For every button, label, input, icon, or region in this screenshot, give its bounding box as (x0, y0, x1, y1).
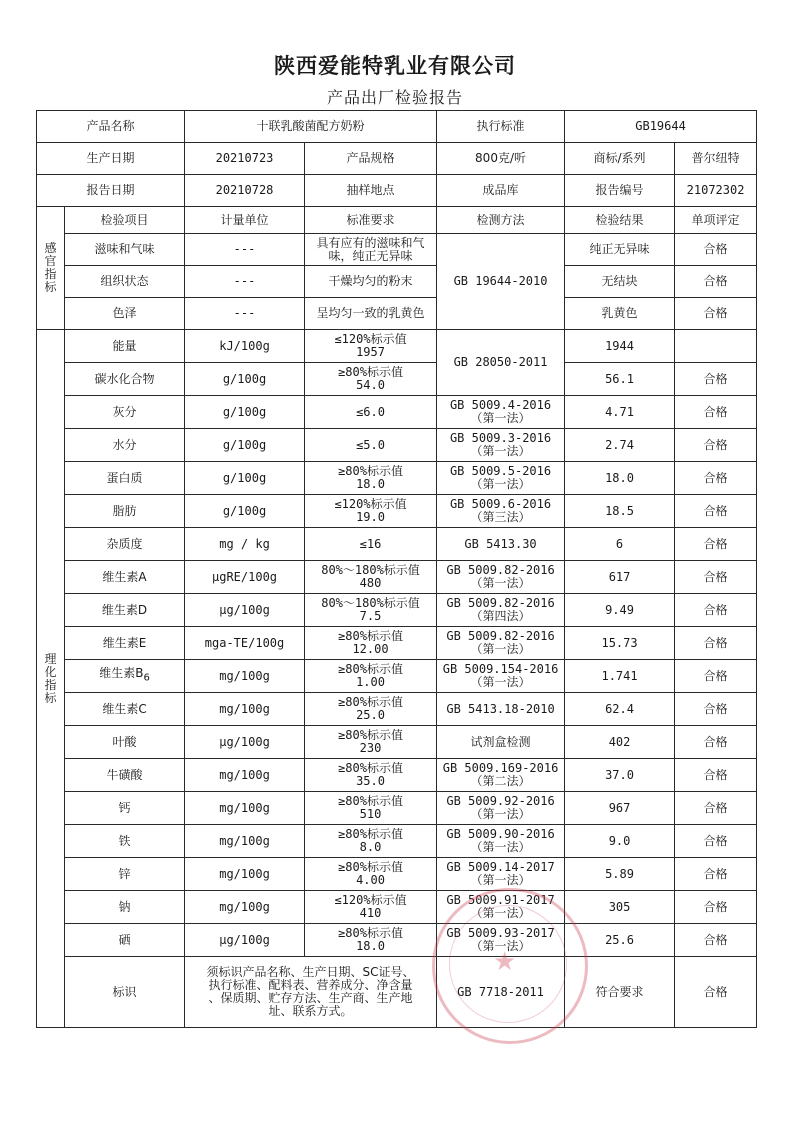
sensory-row (37, 298, 757, 330)
judgement: 合格 (675, 561, 757, 594)
sample-label: 抽样地点 (305, 175, 437, 207)
sensory-category-char: 标 (44, 280, 57, 294)
result: 1944 (565, 330, 675, 363)
method-line: GB 5009.154-2016 (442, 662, 559, 676)
col-item: 检验项目 (65, 207, 185, 234)
item-name-text: 钙 (118, 800, 131, 815)
method (437, 660, 565, 693)
method-line: GB 5009.91-2017 (446, 893, 555, 907)
method (437, 627, 565, 660)
col-method: 检测方法 (437, 207, 565, 234)
judgement: 合格 (675, 627, 757, 660)
requirement (305, 396, 437, 429)
result: 967 (565, 792, 675, 825)
method (437, 693, 565, 726)
item-name-text: 维生素B (99, 666, 144, 681)
judgement: 合格 (675, 429, 757, 462)
requirement-line: 执行标准、配料表、营养成分、净含量 (208, 978, 413, 992)
col-judge: 单项评定 (675, 207, 757, 234)
method-line: GB 5009.5-2016 (449, 464, 552, 478)
method-line: （第一法） (470, 642, 531, 656)
item-name (65, 594, 185, 627)
item-name (65, 858, 185, 891)
unit: --- (185, 298, 305, 330)
method (437, 759, 565, 792)
unit: g/100g (185, 495, 305, 528)
unit: g/100g (185, 429, 305, 462)
result: 15.73 (565, 627, 675, 660)
item-name (65, 660, 185, 693)
item-name: 标识 (65, 957, 185, 1028)
judgement: 合格 (675, 298, 757, 330)
method-line: （第一法） (470, 807, 531, 821)
unit: mg/100g (185, 858, 305, 891)
physchem-row (37, 528, 757, 561)
requirement-line: ≥80%标示值 (338, 728, 403, 742)
requirement-line: 12.00 (352, 642, 389, 656)
sensory-method: GB 19644-2010 (437, 234, 565, 330)
physchem-row (37, 561, 757, 594)
method-line: （第一法） (470, 675, 531, 689)
sensory-category (37, 207, 65, 330)
requirement-line: 18.0 (356, 477, 385, 491)
standard-label: 执行标准 (437, 111, 565, 143)
result: 62.4 (565, 693, 675, 726)
physchem-row (37, 660, 757, 693)
physchem-category-char: 标 (44, 690, 57, 705)
report-date-value: 20210728 (185, 175, 305, 207)
item-name (65, 429, 185, 462)
physchem-row (37, 891, 757, 924)
method-line: GB 5413.18-2010 (446, 701, 555, 716)
item-name (65, 627, 185, 660)
report-no-label: 报告编号 (565, 175, 675, 207)
requirement (305, 924, 437, 957)
physchem-category (37, 330, 65, 1028)
item-name (65, 363, 185, 396)
requirement-line: 1.00 (356, 675, 385, 689)
requirement-line: ≤120%标示值 (334, 497, 407, 511)
requirement-line: 510 (359, 807, 382, 821)
item-name (65, 330, 185, 363)
requirement (305, 594, 437, 627)
unit: --- (185, 266, 305, 298)
unit: mg/100g (185, 825, 305, 858)
result: 37.0 (565, 759, 675, 792)
item-name (65, 495, 185, 528)
requirement-line: 4.00 (356, 873, 385, 887)
item-name-text: 杂质度 (106, 536, 143, 551)
judgement: 合格 (675, 726, 757, 759)
unit: mg/100g (185, 891, 305, 924)
judgement: 合格 (675, 924, 757, 957)
spec-value: 800克/听 (437, 143, 565, 175)
requirement-line: ≤120%标示值 (334, 332, 407, 346)
method-line: GB 5009.6-2016 (449, 497, 552, 511)
method-line: GB 5009.90-2016 (446, 827, 555, 841)
unit: g/100g (185, 396, 305, 429)
requirement-line: ≥80%标示值 (338, 860, 403, 874)
requirement-line: ≥80%标示值 (338, 926, 403, 940)
item-name: 滋味和气味 (65, 234, 185, 266)
unit: μg/100g (185, 594, 305, 627)
requirement-line: ≥80%标示值 (338, 794, 403, 808)
requirement-line: 54.0 (356, 378, 385, 392)
brand-label: 商标/系列 (565, 143, 675, 175)
result: 18.0 (565, 462, 675, 495)
requirement-line: ≥80%标示值 (338, 365, 403, 379)
item-name-text: 硒 (118, 932, 131, 947)
requirement (305, 495, 437, 528)
requirement (305, 825, 437, 858)
requirement-line: 须标识产品名称、生产日期、SC证号、 (206, 965, 415, 979)
item-name-text: 牛磺酸 (106, 767, 143, 782)
sensory-category-char: 指 (44, 267, 57, 281)
requirement (305, 528, 437, 561)
physchem-row (37, 396, 757, 429)
requirement-line: ≤5.0 (356, 437, 385, 452)
requirement (305, 266, 437, 298)
physchem-row (37, 726, 757, 759)
item-name-subscript: 6 (143, 672, 150, 684)
judgement (675, 330, 757, 363)
prod-date-value: 20210723 (185, 143, 305, 175)
judgement: 合格 (675, 234, 757, 266)
requirement-line: 7.5 (359, 609, 382, 623)
judgement: 合格 (675, 792, 757, 825)
method-line: （第一法） (470, 840, 531, 854)
physchem-row (37, 627, 757, 660)
requirement (305, 462, 437, 495)
physchem-row (37, 825, 757, 858)
col-unit: 计量单位 (185, 207, 305, 234)
requirement-line: ≥80%标示值 (338, 761, 403, 775)
requirement-line: ≤16 (359, 536, 382, 551)
report-title: 产品出厂检验报告 (326, 88, 463, 107)
physchem-row (37, 924, 757, 957)
result: 617 (565, 561, 675, 594)
requirement (305, 660, 437, 693)
method-line: （第一法） (470, 906, 531, 920)
standard-value: GB19644 (565, 111, 757, 143)
result: 2.74 (565, 429, 675, 462)
judgement: 合格 (675, 957, 757, 1028)
method (437, 858, 565, 891)
result: 5.89 (565, 858, 675, 891)
report-no-value: 21072302 (675, 175, 757, 207)
method (437, 924, 565, 957)
requirement-line: 19.0 (356, 510, 385, 524)
item-name-text: 锌 (118, 866, 131, 881)
unit: mg/100g (185, 693, 305, 726)
item-name (65, 792, 185, 825)
result: 1.741 (565, 660, 675, 693)
item-name-text: 蛋白质 (106, 470, 143, 485)
method-line: GB 5009.14-2017 (446, 860, 555, 874)
physchem-row (37, 693, 757, 726)
requirement (305, 363, 437, 396)
item-name-text: 维生素A (102, 569, 147, 584)
judgement: 合格 (675, 396, 757, 429)
requirement-line: 80%～180%标示值 (321, 563, 420, 577)
item-name (65, 726, 185, 759)
requirement-line: 80%～180%标示值 (321, 596, 420, 610)
physchem-row (37, 330, 757, 363)
method (437, 528, 565, 561)
result: 56.1 (565, 363, 675, 396)
physchem-row (37, 495, 757, 528)
method (437, 396, 565, 429)
method-line: GB 5009.4-2016 (449, 398, 552, 412)
method-line: GB 5009.169-2016 (442, 761, 559, 775)
method-line: （第一法） (470, 444, 531, 458)
requirement (305, 298, 437, 330)
col-req: 标准要求 (305, 207, 437, 234)
result: 6 (565, 528, 675, 561)
physchem-row (37, 759, 757, 792)
unit: mg / kg (185, 528, 305, 561)
info-row-3 (37, 175, 757, 207)
requirement-line: 呈均匀一致的乳黄色 (316, 306, 425, 320)
result: 305 (565, 891, 675, 924)
result: 纯正无异味 (565, 234, 675, 266)
physchem-row (37, 429, 757, 462)
sensory-row (37, 234, 757, 266)
brand-value: 普尔纽特 (675, 143, 757, 175)
judgement: 合格 (675, 825, 757, 858)
judgement: 合格 (675, 528, 757, 561)
requirement (305, 792, 437, 825)
unit: μg/100g (185, 924, 305, 957)
method (437, 462, 565, 495)
method (437, 825, 565, 858)
unit: kJ/100g (185, 330, 305, 363)
method (437, 429, 565, 462)
judgement: 合格 (675, 858, 757, 891)
requirement-line: 230 (359, 741, 382, 755)
physchem-category-char: 理 (44, 651, 57, 666)
method (437, 891, 565, 924)
unit: mga-TE/100g (185, 627, 305, 660)
physchem-row (37, 462, 757, 495)
requirement-line: 8.0 (359, 840, 382, 854)
method-line: GB 5009.82-2016 (446, 629, 555, 643)
inspection-table (36, 110, 757, 1028)
result: 25.6 (565, 924, 675, 957)
method-line: （第三法） (470, 510, 531, 524)
judgement: 合格 (675, 759, 757, 792)
seal-star-icon: ★ (493, 947, 517, 977)
method (437, 594, 565, 627)
judgement: 合格 (675, 660, 757, 693)
column-header-row (37, 207, 757, 234)
unit: g/100g (185, 462, 305, 495)
method (437, 561, 565, 594)
prod-date-label: 生产日期 (37, 143, 185, 175)
requirement-line: 、保质期、贮存方法、生产商、生产地 (208, 991, 413, 1005)
requirement-line: 410 (359, 906, 382, 920)
judgement: 合格 (675, 594, 757, 627)
item-name (65, 462, 185, 495)
result: 18.5 (565, 495, 675, 528)
result: 9.49 (565, 594, 675, 627)
requirement (305, 759, 437, 792)
label-row (37, 957, 757, 1028)
requirement (305, 330, 437, 363)
sample-value: 成品库 (437, 175, 565, 207)
requirement (305, 234, 437, 266)
item-name (65, 759, 185, 792)
col-result: 检验结果 (565, 207, 675, 234)
product-name-label: 产品名称 (37, 111, 185, 143)
unit: g/100g (185, 363, 305, 396)
result: 乳黄色 (565, 298, 675, 330)
method (437, 792, 565, 825)
item-name-text: 灰分 (112, 404, 137, 419)
method-line: GB 5009.82-2016 (446, 596, 555, 610)
requirement-line: 干燥均匀的粉末 (328, 274, 413, 288)
method-line: GB 5413.30 (464, 536, 537, 551)
method-line: （第一法） (470, 576, 531, 590)
label-requirement (185, 957, 437, 1028)
result: 4.71 (565, 396, 675, 429)
method-line: GB 5009.92-2016 (446, 794, 555, 808)
product-name-value: 十联乳酸菌配方奶粉 (185, 111, 437, 143)
requirement-line: ≥80%标示值 (338, 464, 403, 478)
sensory-category-char: 官 (44, 254, 57, 268)
item-name-text: 维生素D (101, 602, 148, 617)
item-name-text: 铁 (118, 833, 131, 848)
requirement-line: ≥80%标示值 (338, 695, 403, 709)
requirement (305, 693, 437, 726)
item-name-text: 碳水化合物 (94, 371, 155, 386)
requirement (305, 561, 437, 594)
item-name-text: 钠 (118, 899, 131, 914)
requirement (305, 627, 437, 660)
judgement: 合格 (675, 266, 757, 298)
info-row-1 (37, 111, 757, 143)
requirement (305, 726, 437, 759)
requirement-line: 味，纯正无异味 (328, 248, 413, 263)
result: 9.0 (565, 825, 675, 858)
method-line: （第一法） (470, 939, 531, 953)
item-name (65, 891, 185, 924)
method: GB 7718-2011 (437, 957, 565, 1028)
method-line: 试剂盒检测 (470, 734, 531, 749)
physchem-row (37, 858, 757, 891)
method-line: （第一法） (470, 873, 531, 887)
method-line: （第一法） (470, 411, 531, 425)
requirement-line: 具有应有的滋味和气 (316, 235, 425, 250)
requirement (305, 429, 437, 462)
method (437, 726, 565, 759)
item-name (65, 561, 185, 594)
item-name (65, 825, 185, 858)
requirement-line: 35.0 (356, 774, 385, 788)
requirement-line: 18.0 (356, 939, 385, 953)
method (437, 495, 565, 528)
physchem-row (37, 792, 757, 825)
unit: μg/100g (185, 726, 305, 759)
judgement: 合格 (675, 891, 757, 924)
item-name (65, 396, 185, 429)
sensory-row (37, 266, 757, 298)
requirement (305, 858, 437, 891)
item-name-text: 水分 (112, 437, 137, 452)
method-line: GB 5009.3-2016 (449, 431, 552, 445)
result: 符合要求 (565, 957, 675, 1028)
physchem-category-char: 指 (44, 677, 57, 692)
company-name: 陕西爱能特乳业有限公司 (274, 54, 516, 78)
judgement: 合格 (675, 363, 757, 396)
requirement-line: 址、联系方式。 (268, 1004, 353, 1018)
physchem-category-char: 化 (44, 664, 57, 679)
sensory-category-char: 感 (44, 241, 57, 255)
energy-carb-method: GB 28050-2011 (437, 330, 565, 396)
judgement: 合格 (675, 462, 757, 495)
unit: --- (185, 234, 305, 266)
requirement (305, 891, 437, 924)
item-name (65, 924, 185, 957)
requirement-line: ≥80%标示值 (338, 662, 403, 676)
requirement-line: ≤120%标示值 (334, 893, 407, 907)
item-name-text: 能量 (112, 338, 137, 353)
item-name (65, 693, 185, 726)
item-name: 组织状态 (65, 266, 185, 298)
requirement-line: ≥80%标示值 (338, 629, 403, 643)
method-line: （第四法） (470, 609, 531, 623)
unit: mg/100g (185, 660, 305, 693)
result: 无结块 (565, 266, 675, 298)
method-line: GB 5009.82-2016 (446, 563, 555, 577)
unit: mg/100g (185, 759, 305, 792)
method-line: （第一法） (470, 477, 531, 491)
requirement-line: ≥80%标示值 (338, 827, 403, 841)
result: 402 (565, 726, 675, 759)
physchem-row (37, 594, 757, 627)
report-date-label: 报告日期 (37, 175, 185, 207)
item-name (65, 528, 185, 561)
item-name: 色泽 (65, 298, 185, 330)
item-name-text: 脂肪 (112, 503, 137, 518)
spec-label: 产品规格 (305, 143, 437, 175)
physchem-row (37, 363, 757, 396)
requirement-line: 25.0 (356, 708, 385, 722)
method-line: （第二法） (470, 774, 531, 788)
item-name-text: 维生素E (102, 635, 147, 650)
method-line: GB 5009.93-2017 (446, 926, 555, 940)
info-row-2 (37, 143, 757, 175)
judgement: 合格 (675, 693, 757, 726)
item-name-text: 维生素C (102, 701, 147, 716)
item-name-text: 叶酸 (112, 734, 137, 749)
judgement: 合格 (675, 495, 757, 528)
unit: mg/100g (185, 792, 305, 825)
requirement-line: ≤6.0 (356, 404, 385, 419)
requirement-line: 1957 (356, 345, 385, 359)
unit: μgRE/100g (185, 561, 305, 594)
requirement-line: 480 (359, 576, 382, 590)
